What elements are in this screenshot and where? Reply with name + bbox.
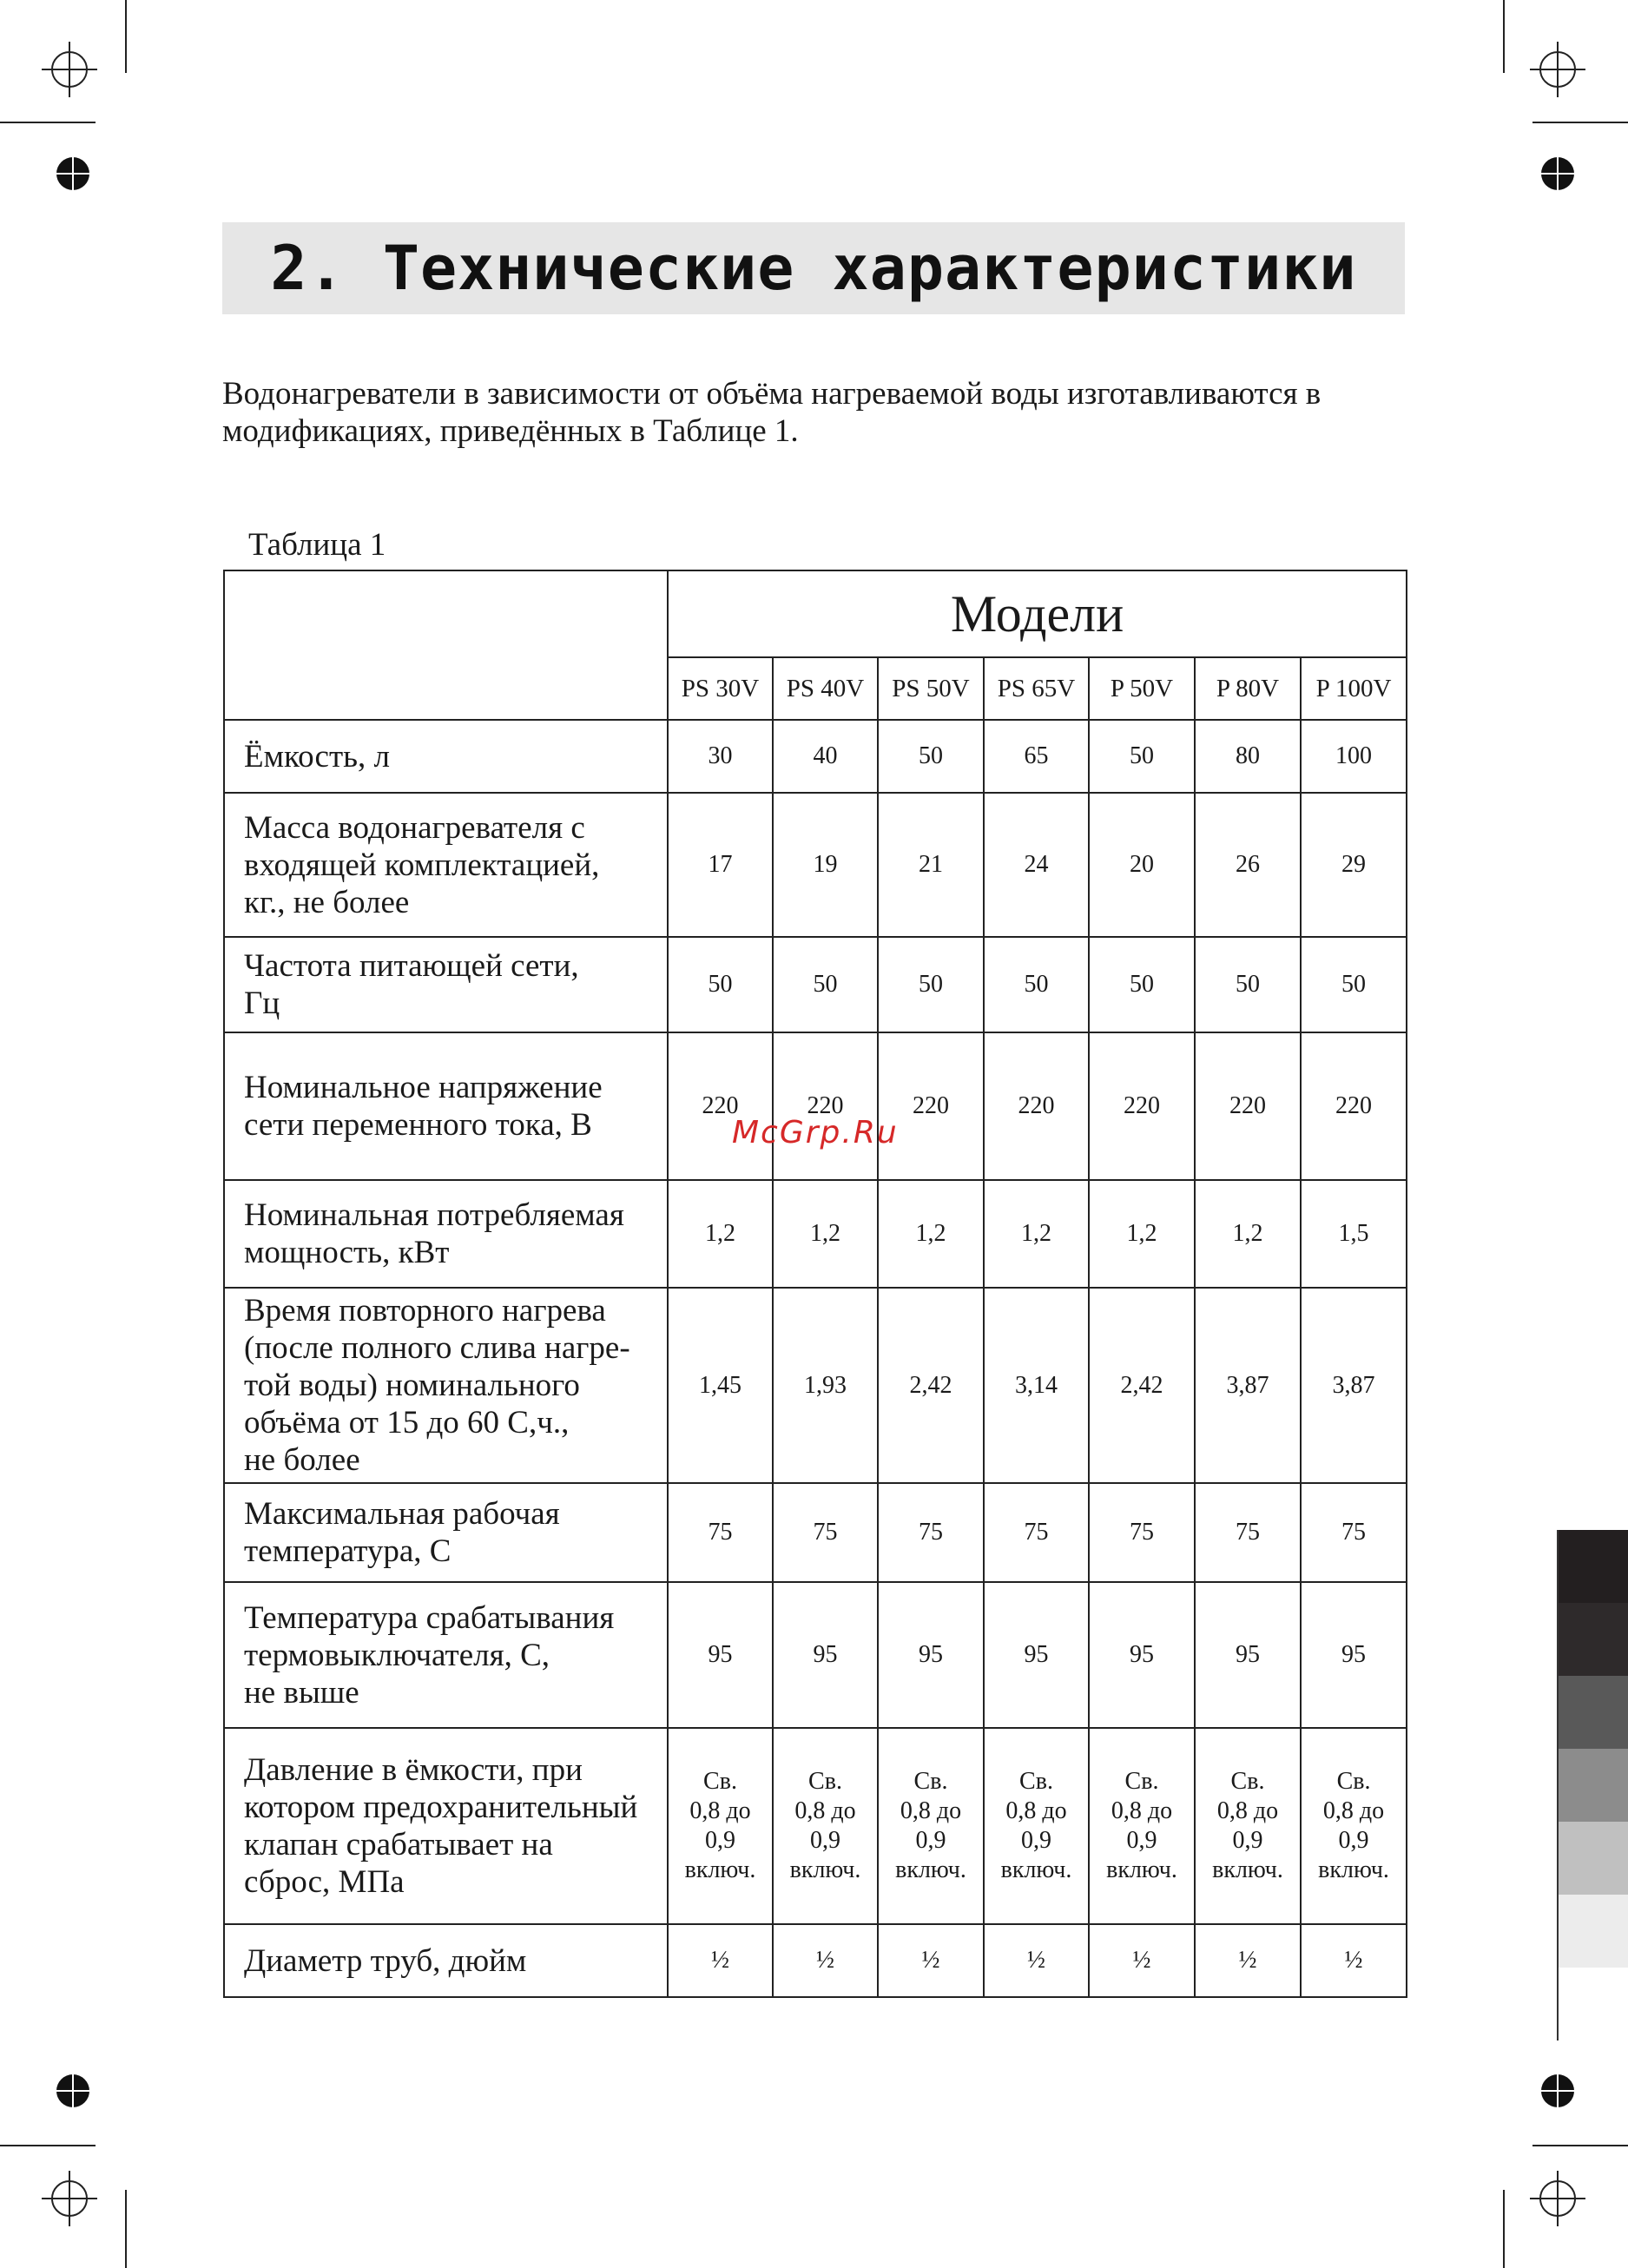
- value-cell: 3,14: [984, 1288, 1089, 1483]
- value-cell: [1089, 1728, 1195, 1924]
- value-cell: 220: [773, 1032, 878, 1180]
- parameter-label: [224, 720, 668, 793]
- value-cell: 65: [984, 720, 1089, 793]
- value-cell: 3,87: [1195, 1288, 1301, 1483]
- parameter-label: [224, 1483, 668, 1582]
- value-cell: 50: [1089, 937, 1195, 1032]
- registration-target-icon: [56, 2074, 90, 2108]
- registration-target-icon: [1540, 2074, 1575, 2108]
- color-swatch: [1557, 1749, 1628, 1822]
- value-cell: 1,93: [773, 1288, 878, 1483]
- intro-line: Водонагреватели в зависимости от объёма нагреваемой воды изготавливаются в: [222, 376, 1322, 412]
- value-line: 0,9: [705, 1827, 735, 1854]
- color-swatch: [1557, 1676, 1628, 1749]
- value-cell: 50: [878, 937, 984, 1032]
- value-cell: 17: [668, 793, 773, 937]
- value-cell: 95: [1301, 1582, 1407, 1728]
- value-cell: 30: [668, 720, 773, 793]
- value-cell: 1,2: [878, 1180, 984, 1288]
- value-cell: 220: [1089, 1032, 1195, 1180]
- table-row: [224, 1728, 1407, 1924]
- spec-table: [223, 570, 1407, 1998]
- table-row: [224, 1924, 1407, 1997]
- crop-mark: [1532, 122, 1628, 123]
- parameter-label-line: котором предохранительный: [244, 1790, 638, 1825]
- table-row: [224, 1288, 1407, 1483]
- parameter-label-line: Номинальное напряжение: [244, 1070, 603, 1105]
- value-line: Св.: [1124, 1768, 1159, 1795]
- model-header: PS 65V: [984, 657, 1089, 720]
- value-cell: 75: [1195, 1483, 1301, 1582]
- value-cell: 21: [878, 793, 984, 937]
- value-cell: 50: [1195, 937, 1301, 1032]
- color-swatch: [1557, 1968, 1628, 2041]
- color-swatch: [1557, 1895, 1628, 1968]
- parameter-label-line: Частота питающей сети,: [244, 948, 579, 984]
- value-cell: 1,45: [668, 1288, 773, 1483]
- parameter-label-line: не выше: [244, 1674, 359, 1711]
- parameter-label-line: (после полного слива нагре-: [244, 1330, 630, 1366]
- value-cell: [1195, 1728, 1301, 1924]
- value-line: 0,8 до: [1322, 1797, 1385, 1824]
- value-cell: 26: [1195, 793, 1301, 937]
- value-line: 0,8 до: [1216, 1797, 1279, 1824]
- value-line: включ.: [1000, 1856, 1072, 1883]
- value-line: включ.: [1106, 1856, 1177, 1883]
- parameter-label-line: Номинальная потребляемая: [244, 1197, 624, 1233]
- parameter-label: [224, 1924, 668, 1997]
- parameter-label-line: температура, С: [244, 1533, 451, 1569]
- value-line: 0,9: [1021, 1827, 1051, 1854]
- value-cell: 2,42: [878, 1288, 984, 1483]
- crop-mark: [0, 2145, 96, 2146]
- value-cell: 75: [773, 1483, 878, 1582]
- registration-target-icon: [56, 156, 90, 191]
- value-line: 0,8 до: [794, 1797, 856, 1824]
- value-cell: [984, 1728, 1089, 1924]
- crop-mark: [125, 2190, 127, 2268]
- parameter-label-line: Ёмкость, л: [244, 738, 390, 775]
- value-cell: 2,42: [1089, 1288, 1195, 1483]
- value-cell: 75: [1301, 1483, 1407, 1582]
- parameter-label-line: Время повторного нагрева: [244, 1293, 606, 1328]
- crop-mark: [1532, 2145, 1628, 2146]
- value-line: Св.: [703, 1768, 737, 1795]
- value-cell: 50: [668, 937, 773, 1032]
- crop-mark: [1503, 2190, 1505, 2268]
- value-cell: ½: [773, 1924, 878, 1997]
- parameter-label-line: Максимальная рабочая: [244, 1496, 560, 1532]
- table-row: [224, 793, 1407, 937]
- value-cell: ½: [878, 1924, 984, 1997]
- value-line: 0,8 до: [1111, 1797, 1173, 1824]
- value-cell: 20: [1089, 793, 1195, 937]
- value-line: 0,9: [1232, 1827, 1263, 1854]
- parameter-label: [224, 937, 668, 1032]
- model-header: P 80V: [1195, 657, 1301, 720]
- value-cell: 75: [1089, 1483, 1195, 1582]
- model-header: PS 30V: [668, 657, 773, 720]
- value-line: 0,8 до: [1005, 1797, 1067, 1824]
- value-cell: 95: [773, 1582, 878, 1728]
- parameter-label-line: мощность, кВт: [244, 1235, 450, 1270]
- value-cell: 1,2: [668, 1180, 773, 1288]
- parameter-label-line: Температура срабатывания: [244, 1599, 615, 1636]
- table-row: [224, 1180, 1407, 1288]
- registration-crosshair-icon: [1530, 42, 1585, 97]
- value-cell: 50: [878, 720, 984, 793]
- value-line: включ.: [895, 1856, 966, 1883]
- intro-paragraph: [222, 375, 1405, 450]
- parameter-label-line: Диаметр труб, дюйм: [244, 1942, 527, 1979]
- parameter-label: [224, 1728, 668, 1924]
- value-line: 0,9: [810, 1827, 840, 1854]
- registration-crosshair-icon: [1530, 2171, 1585, 2226]
- table-row: [224, 1483, 1407, 1582]
- value-cell: ½: [1301, 1924, 1407, 1997]
- value-cell: 220: [668, 1032, 773, 1180]
- value-line: Св.: [913, 1768, 948, 1795]
- empty-header-cell: [224, 570, 668, 720]
- model-header: P 100V: [1301, 657, 1407, 720]
- parameter-label: [224, 793, 668, 937]
- table-caption: Таблица 1: [248, 527, 386, 563]
- crop-mark: [1503, 0, 1505, 73]
- parameter-label: [224, 1582, 668, 1728]
- value-cell: 50: [1301, 937, 1407, 1032]
- value-cell: ½: [1195, 1924, 1301, 1997]
- parameter-label-line: сети переменного тока, В: [244, 1107, 592, 1143]
- parameter-label-line: кг., не более: [244, 884, 410, 920]
- color-swatch: [1557, 1530, 1628, 1603]
- value-cell: ½: [668, 1924, 773, 1997]
- value-cell: 75: [878, 1483, 984, 1582]
- value-cell: 50: [984, 937, 1089, 1032]
- value-cell: 75: [984, 1483, 1089, 1582]
- value-cell: 1,2: [1089, 1180, 1195, 1288]
- parameter-label-line: Масса водонагревателя с: [244, 809, 585, 846]
- value-cell: 1,5: [1301, 1180, 1407, 1288]
- value-cell: 75: [668, 1483, 773, 1582]
- parameter-label-line: термовыключателя, С,: [244, 1637, 550, 1673]
- value-line: включ.: [1318, 1856, 1389, 1883]
- value-cell: 50: [1089, 720, 1195, 793]
- value-cell: 80: [1195, 720, 1301, 793]
- parameter-label-line: Гц: [244, 986, 280, 1021]
- value-cell: 50: [773, 937, 878, 1032]
- value-cell: 95: [984, 1582, 1089, 1728]
- value-line: 0,9: [1126, 1827, 1157, 1854]
- parameter-label-line: клапан срабатывает на: [244, 1827, 553, 1863]
- value-line: Св.: [1230, 1768, 1265, 1795]
- value-line: включ.: [789, 1856, 861, 1883]
- parameter-label: [224, 1288, 668, 1483]
- value-cell: ½: [1089, 1924, 1195, 1997]
- value-line: включ.: [684, 1856, 756, 1883]
- value-cell: [1301, 1728, 1407, 1924]
- parameter-label-line: не более: [244, 1442, 360, 1478]
- value-cell: 95: [1195, 1582, 1301, 1728]
- color-swatch: [1557, 1822, 1628, 1895]
- value-cell: 220: [878, 1032, 984, 1180]
- value-cell: 100: [1301, 720, 1407, 793]
- value-cell: 220: [1195, 1032, 1301, 1180]
- value-cell: 95: [878, 1582, 984, 1728]
- registration-crosshair-icon: [42, 2171, 97, 2226]
- watermark: McGrp.Ru: [732, 1115, 899, 1150]
- registration-target-icon: [1540, 156, 1575, 191]
- parameter-label: [224, 1180, 668, 1288]
- model-header: PS 40V: [773, 657, 878, 720]
- value-cell: 3,87: [1301, 1288, 1407, 1483]
- model-header: P 50V: [1089, 657, 1195, 720]
- parameter-label-line: входящей комплектацией,: [244, 847, 600, 883]
- value-line: Св.: [808, 1768, 842, 1795]
- value-cell: 24: [984, 793, 1089, 937]
- parameter-label-line: объёма от 15 до 60 С,ч.,: [244, 1405, 570, 1441]
- value-line: 0,9: [915, 1827, 946, 1854]
- parameter-label-line: той воды) номинального: [244, 1368, 580, 1403]
- intro-line: модификациях, приведённых в Таблице 1.: [222, 413, 799, 449]
- value-cell: [668, 1728, 773, 1924]
- table-row: [224, 1582, 1407, 1728]
- value-cell: ½: [984, 1924, 1089, 1997]
- crop-mark: [0, 122, 96, 123]
- value-cell: 220: [1301, 1032, 1407, 1180]
- value-line: Св.: [1336, 1768, 1371, 1795]
- crop-mark: [125, 0, 127, 73]
- title-bar: [222, 222, 1405, 314]
- value-cell: 1,2: [773, 1180, 878, 1288]
- registration-crosshair-icon: [42, 42, 97, 97]
- value-cell: 95: [1089, 1582, 1195, 1728]
- value-cell: 29: [1301, 793, 1407, 937]
- parameter-label: [224, 1032, 668, 1180]
- value-cell: 40: [773, 720, 878, 793]
- value-line: 0,8 до: [689, 1797, 751, 1824]
- table-row: [224, 1032, 1407, 1180]
- value-line: включ.: [1212, 1856, 1283, 1883]
- table-row: [224, 720, 1407, 793]
- model-header: PS 50V: [878, 657, 984, 720]
- page-title: 2. Технические характеристики: [270, 233, 1357, 304]
- value-cell: 95: [668, 1582, 773, 1728]
- models-header: Модели: [668, 570, 1407, 657]
- color-swatch: [1557, 1603, 1628, 1676]
- value-cell: 19: [773, 793, 878, 937]
- value-cell: 220: [984, 1032, 1089, 1180]
- value-cell: 1,2: [1195, 1180, 1301, 1288]
- parameter-label-line: сброс, МПа: [244, 1864, 405, 1900]
- table-row: [224, 937, 1407, 1032]
- value-cell: [878, 1728, 984, 1924]
- value-line: Св.: [1019, 1768, 1053, 1795]
- value-line: 0,9: [1338, 1827, 1369, 1854]
- value-cell: 1,2: [984, 1180, 1089, 1288]
- value-line: 0,8 до: [900, 1797, 962, 1824]
- parameter-label-line: Давление в ёмкости, при: [244, 1752, 583, 1788]
- value-cell: [773, 1728, 878, 1924]
